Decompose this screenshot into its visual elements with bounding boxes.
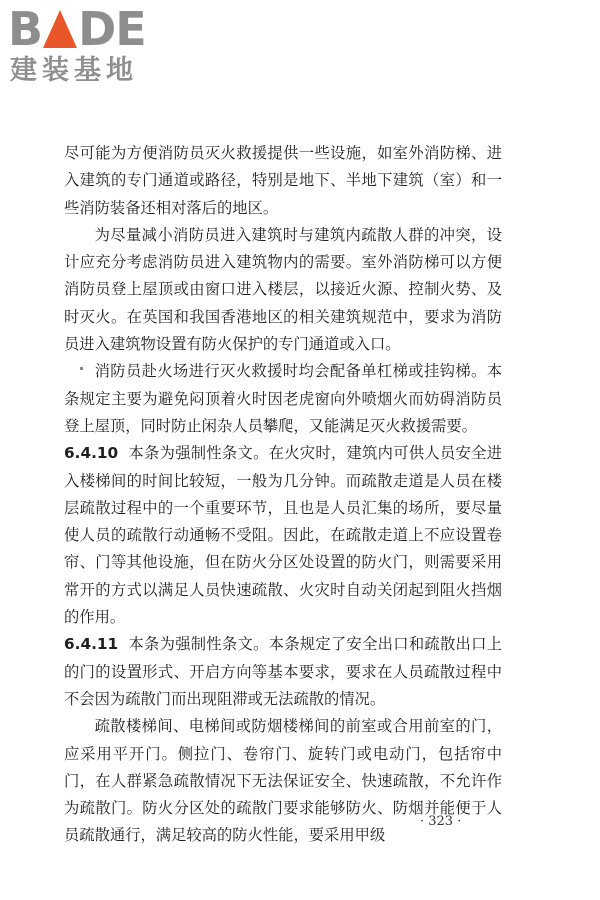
paragraph-6: 疏散楼梯间、电梯间或防烟楼梯间的前室或合用前室的门，应采用平开门。侧拉门、卷帘门、旋转门或电动门，包括帘中门，在人群紧急疏散情况下无法保证安全、快速疏散，不允许作为疏散门。防火分区处的疏散门要求能够防火、防烟并能便于人员疏散通行，满足较高的防火性能，要采用甲级	[64, 717, 502, 845]
scan-mark	[80, 367, 83, 370]
paragraph-6-4-11	[64, 631, 502, 713]
logo-wordmark	[8, 4, 178, 54]
page-number: · 323 ·	[420, 814, 462, 829]
paragraph-1: 尽可能为方便消防员灭火救援提供一些设施，如室外消防梯、进入建筑的专门通道或路径，特别是地下、半地下建筑（室）和一些消防装备还相对落后的地区。	[64, 144, 502, 217]
paragraph-2: 为尽量减小消防员进入建筑时与建筑内疏散人群的冲突，设计应充分考虑消防员进入建筑物内的需要。室外消防梯可以方便消防员登上屋顶或由窗口进入楼层，以接近火源、控制火势、及时灭火。在英国和我国香港地区的相关建筑规范中，要求为消防员进入建筑物设置有防火保护的专门通道或入口。	[64, 225, 502, 354]
paragraph-6-4-10-text: 本条为强制性条文。在火灾时，建筑内可供人员安全进入楼梯间的时间比较短，一般为几分钟。而疏散走道是人员在楼层疏散过程中的一个重要环节，且也是人员汇集的场所，要尽量使人员的疏散行动通畅不受阻。因此，在疏散走道上不应设置卷帘、门等其他设施，但在防火分区处设置的防火门，则需要采用常开的方式以满足人员快速疏散、火灾时自动关闭起到阻火挡烟的作用。	[64, 444, 502, 627]
logo-triangle-a-icon	[43, 10, 77, 48]
logo-letters-de: DE	[78, 2, 146, 56]
section-number-6-4-10: 6.4.10	[64, 444, 119, 463]
section-number-6-4-11: 6.4.11	[64, 635, 119, 654]
paragraph-3: 消防员赴火场进行灭火救援时均会配备单杠梯或挂钩梯。本条规定主要为避免闷顶着火时因老虎窗向外喷烟火而妨碍消防员登上屋顶，同时防止闲杂人员攀爬，又能满足灭火救援需要。	[64, 362, 502, 435]
page-body	[64, 140, 502, 850]
logo	[8, 4, 178, 94]
paragraph-6-4-10	[64, 440, 502, 631]
logo-subtitle: 建装基地	[10, 55, 138, 86]
paragraph-6-4-11-text: 本条为强制性条文。本条规定了安全出口和疏散出口上的门的设置形式、开启方向等基本要求，要求在人员疏散过程中不会因为疏散门而出现阻滞或无法疏散的情况。	[64, 635, 502, 708]
logo-letter-b: B	[8, 2, 43, 56]
